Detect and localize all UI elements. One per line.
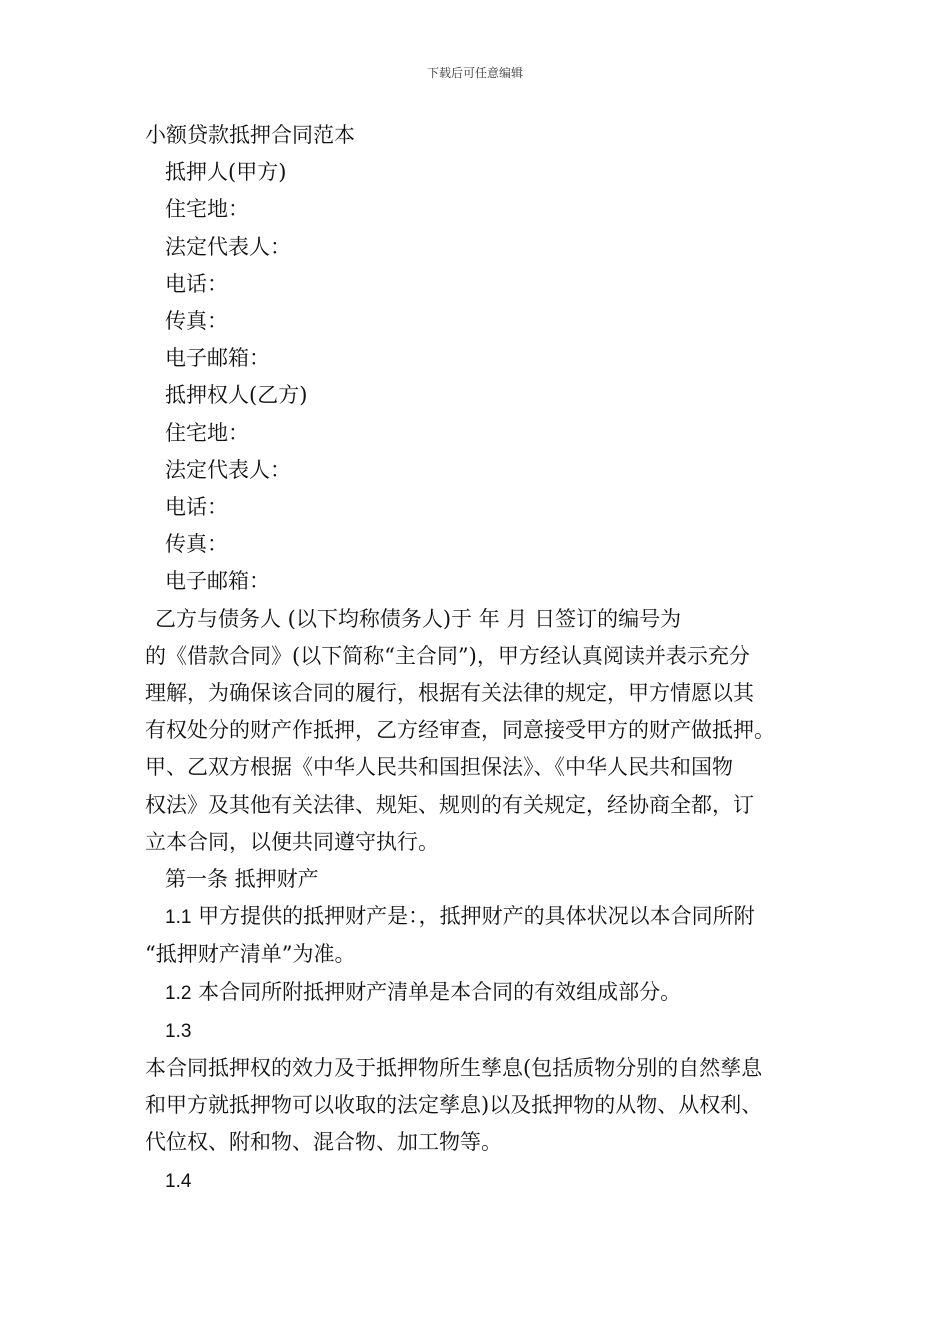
preamble-paragraph — [145, 601, 825, 861]
party-b-phone: 电话： — [165, 495, 228, 520]
clause-1-1 — [145, 898, 825, 936]
document-title: 小额贷款抵押合同范本 — [145, 123, 355, 147]
document-body — [145, 117, 825, 1200]
party-a-fax: 传真： — [165, 309, 228, 334]
clause-1-1-number: 1.1 — [165, 907, 192, 929]
party-a-email: 电子邮箱： — [165, 346, 270, 371]
clause-1-3-line: 代位权、附和物、混合物、加工物等。 — [145, 1130, 502, 1155]
preamble-line: 的《借款合同》(以下简称“主合同”)，甲方经认真阅读并表示充分 — [145, 643, 750, 668]
clause-1-2-text: 本合同所附抵押财产清单是本合同的有效组成部分。 — [198, 979, 682, 1004]
clause-1-1-text: 甲方提供的抵押财产是：，抵押财产的具体状况以本合同所附 — [198, 904, 755, 929]
clause-1-2 — [145, 974, 825, 1012]
preamble-line: 有权处分的财产作抵押，乙方经审查，同意接受甲方的财产做抵押。 — [145, 718, 775, 743]
clause-1-4-number — [145, 1162, 825, 1200]
clause-1-4-number-text: 1.4 — [165, 1170, 192, 1192]
preamble-first-line: 乙方与债务人 (以下均称债务人)于 年 月 日签订的编号为 — [155, 606, 682, 631]
clause-1-2-number: 1.2 — [165, 982, 192, 1004]
party-a-legal-rep: 法定代表人： — [165, 234, 291, 259]
party-b-legal-rep: 法定代表人： — [165, 457, 291, 482]
party-a-phone: 电话： — [165, 271, 228, 296]
clause-1-3-number-text: 1.3 — [165, 1020, 192, 1042]
party-b-address: 住宅地： — [165, 420, 249, 445]
article-1-heading: 第一条 抵押财产 — [165, 867, 319, 892]
party-a-address: 住宅地： — [165, 197, 249, 222]
preamble-line: 权法》及其他有关法律、规矩、规则的有关规定，经协商全都，订 — [145, 792, 754, 817]
party-b-fax: 传真： — [165, 532, 228, 557]
preamble-line: 甲、乙双方根据《中华人民共和国担保法》、《中华人民共和国物 — [145, 755, 733, 780]
clause-1-1-continued: “抵押财产清单”为准。 — [145, 942, 356, 967]
page-header-note: 下载后可任意编辑 — [426, 66, 523, 80]
party-b-email: 电子邮箱： — [165, 569, 270, 594]
clause-1-3-line: 本合同抵押权的效力及于抵押物所生孳息(包括质物分别的自然孳息 — [145, 1056, 763, 1081]
preamble-line: 立本合同，以便共同遵守执行。 — [145, 829, 439, 854]
clause-1-3-number — [145, 1012, 825, 1050]
preamble-line: 理解，为确保该合同的履行，根据有关法律的规定，甲方情愿以其 — [145, 681, 754, 706]
party-a-heading: 抵押人(甲方) — [165, 160, 287, 185]
party-b-heading: 抵押权人(乙方) — [165, 383, 308, 408]
clause-1-3-line: 和甲方就抵押物可以收取的法定孳息)以及抵押物的从物、从权利、 — [145, 1093, 763, 1118]
